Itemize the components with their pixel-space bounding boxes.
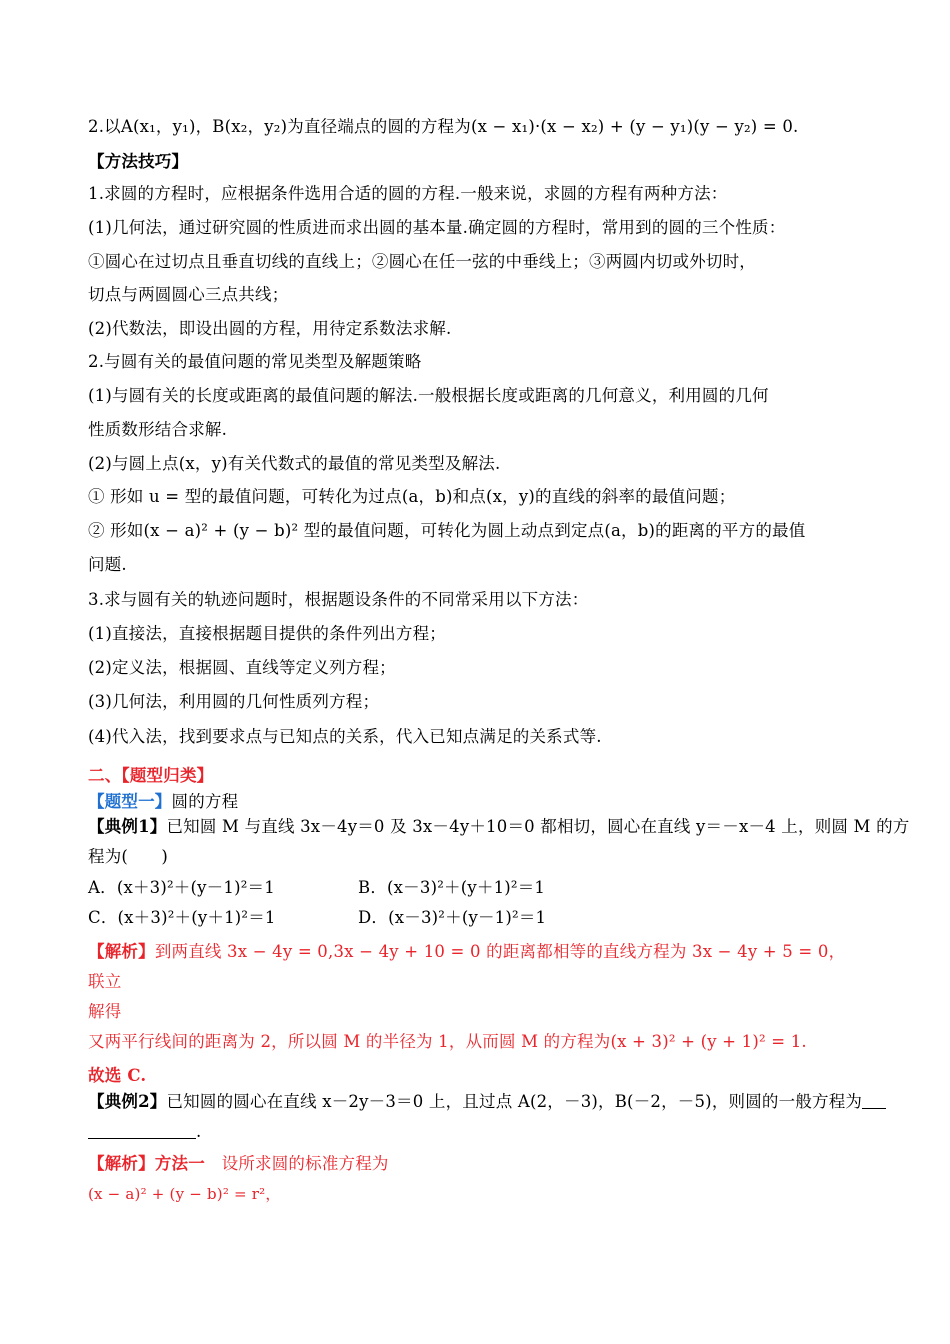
option-b: B．(x－3)²＋(y＋1)²＝1	[358, 878, 546, 897]
text-line: (2)定义法，根据圆、直线等定义列方程；	[88, 658, 396, 677]
text-line: ① 形如 u = 型的最值问题，可转化为过点(a，b)和点(x，y)的直线的斜率的最值问题；	[88, 487, 736, 506]
solution-1-line: 联立	[88, 972, 122, 991]
example-1-stem-text: 已知圆 M 与直线 3x－4y＝0 及 3x－4y＋10＝0 都相切，圆心在直线 y＝－x－4 上，则圆 M 的方	[166, 817, 910, 836]
text-line: 3.求与圆有关的轨迹问题时，根据题设条件的不同常采用以下方法：	[88, 590, 589, 609]
text-line: ①圆心在过切点且垂直切线的直线上；②圆心在任一弦的中垂线上；③两圆内切或外切时，	[88, 252, 756, 271]
text-line: 问题.	[88, 555, 127, 574]
answer-blank[interactable]	[862, 1092, 886, 1109]
text-line: 1.求圆的方程时，应根据条件选用合适的圆的方程.一般来说，求圆的方程有两种方法：	[88, 184, 728, 203]
option-a: A．(x＋3)²＋(y－1)²＝1	[88, 878, 275, 897]
example-2-period: .	[196, 1122, 202, 1141]
text-line: (1)几何法，通过研究圆的性质进而求出圆的基本量.确定圆的方程时，常用到的圆的三个性质：	[88, 218, 786, 237]
example-1-tag: 【典例1】	[88, 817, 167, 836]
section-heading-method: 【方法技巧】	[88, 152, 189, 171]
type-one-title: 圆的方程	[171, 792, 239, 811]
text-line: (4)代入法，找到要求点与已知点的关系，代入已知点满足的关系式等.	[88, 727, 602, 746]
solution-1-text: 到两直线 3x − 4y = 0,3x − 4y + 10 = 0 的距离都相等的直线方程为 3x − 4y + 5 = 0，	[154, 942, 846, 961]
solution-2-formula: (x − a)² + (y − b)² = r²，	[88, 1185, 281, 1203]
example-2-stem-text: 已知圆的圆心在直线 x－2y－3＝0 上，且过点 A(2，－3)，B(－2，－5)，则圆的一般方程为	[166, 1092, 863, 1111]
solution-2-line	[88, 1152, 389, 1176]
solution-2-text: 设所求圆的标准方程为	[204, 1154, 389, 1173]
example-1-stem-cont: 程为( )	[88, 847, 169, 866]
example-1-stem	[88, 815, 909, 839]
type-one-tag: 【题型一】	[88, 792, 172, 811]
text-line: (1)与圆有关的长度或距离的最值问题的解法.一般根据长度或距离的几何意义，利用圆的几何	[88, 386, 769, 405]
text-line: (3)几何法，利用圆的几何性质列方程；	[88, 692, 380, 711]
text-line: (2)与圆上点(x，y)有关代数式的最值的常见类型及解法.	[88, 454, 501, 473]
text-line: 性质数形结合求解.	[88, 420, 228, 439]
option-c: C．(x＋3)²＋(y＋1)²＝1	[88, 908, 276, 927]
example-2-stem	[88, 1090, 886, 1114]
type-one-heading	[88, 790, 238, 814]
solution-1-line	[88, 940, 845, 964]
answer-blank-cont[interactable]	[88, 1122, 196, 1139]
solution-2-tag: 【解析】	[88, 1154, 155, 1173]
text-line: 2.以A(x₁，y₁)，B(x₂，y₂)为直径端点的圆的方程为(x − x₁)·(x − x₂) + (y − y₁)(y − y₂) = 0.	[88, 117, 799, 136]
example-2-tag: 【典例2】	[88, 1092, 167, 1111]
example-2-stem-cont	[88, 1120, 201, 1144]
text-line: 2.与圆有关的最值问题的常见类型及解题策略	[88, 352, 422, 371]
text-line: 切点与两圆圆心三点共线；	[88, 285, 289, 304]
solution-1-line: 又两平行线间的距离为 2，所以圆 M 的半径为 1，从而圆 M 的方程为(x + 3)² + (y + 1)² = 1.	[88, 1032, 807, 1051]
solution-2-method: 方法一	[154, 1154, 205, 1173]
text-line: (1)直接法，直接根据题目提供的条件列出方程；	[88, 624, 446, 643]
option-d: D．(x－3)²＋(y－1)²＝1	[358, 908, 547, 927]
section-heading-types: 二、【题型归类】	[88, 766, 214, 785]
solution-1-tag: 【解析】	[88, 942, 155, 961]
text-line: (2)代数法，即设出圆的方程，用待定系数法求解.	[88, 319, 452, 338]
solution-1-line: 解得	[88, 1002, 122, 1021]
solution-1-answer: 故选 C.	[88, 1066, 147, 1085]
text-line: ② 形如(x − a)² + (y − b)² 型的最值问题，可转化为圆上动点到定点(a，b)的距离的平方的最值	[88, 521, 806, 540]
